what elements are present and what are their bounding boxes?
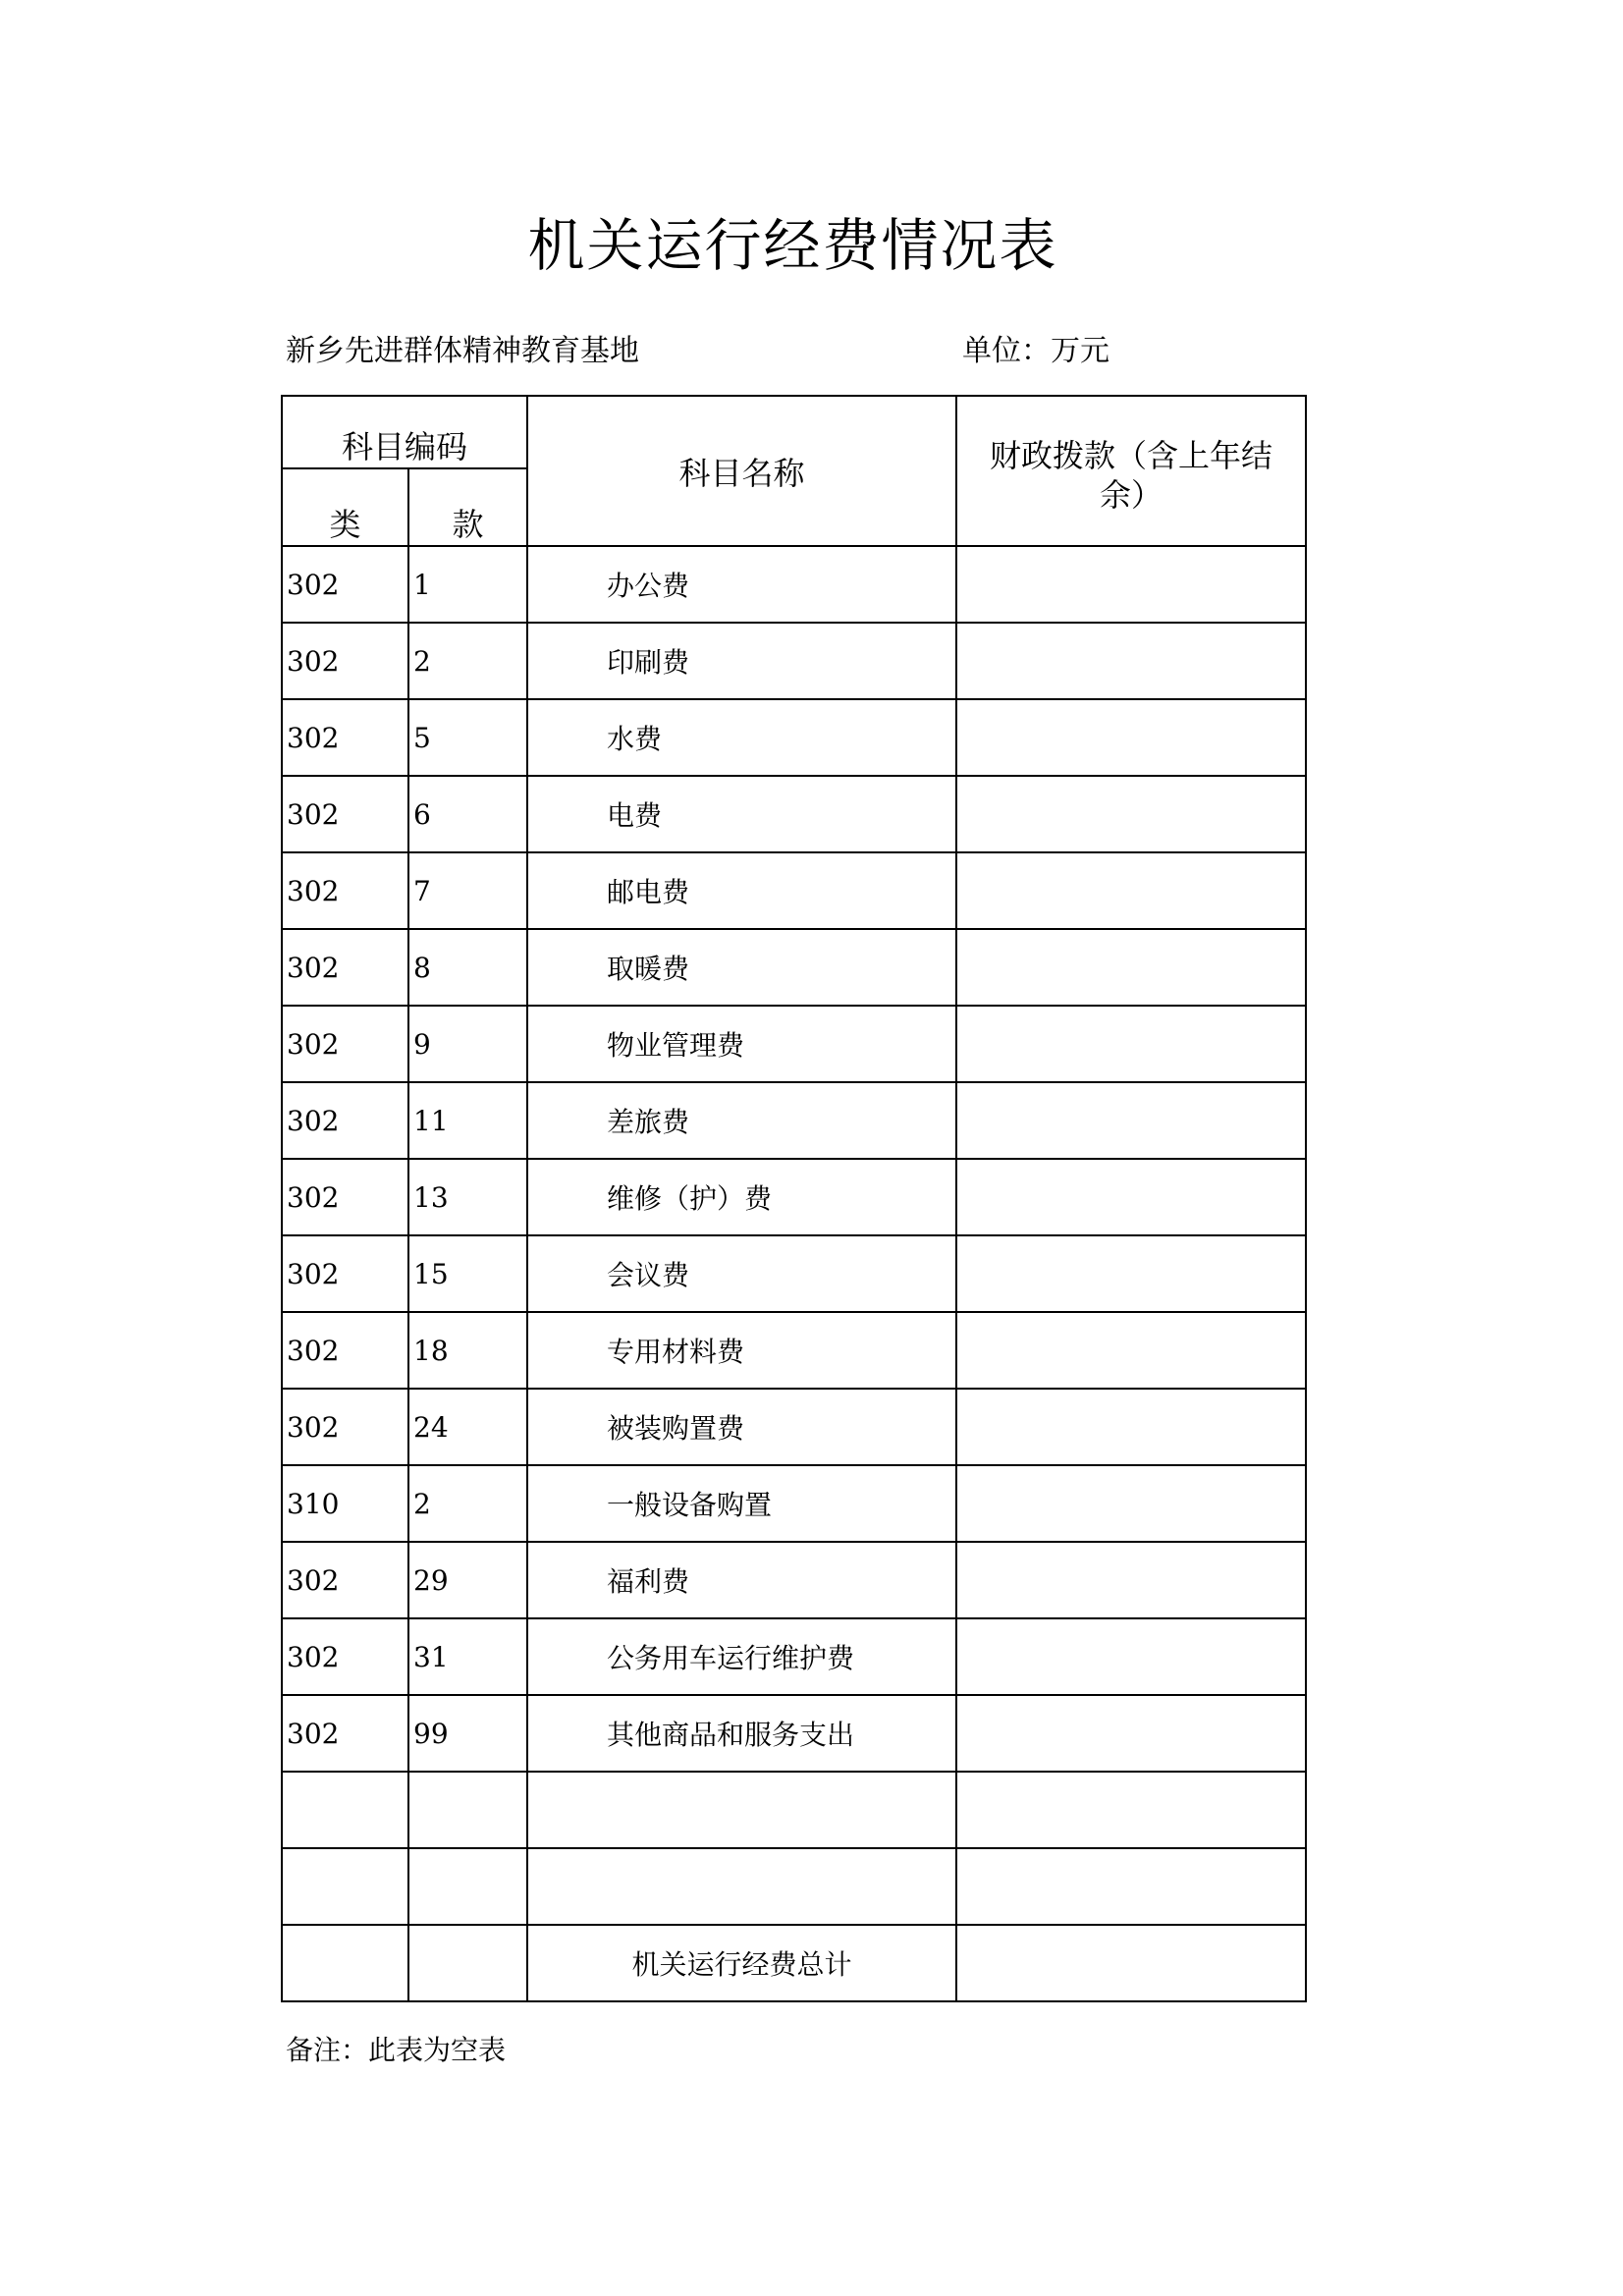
cell-subject-name: 其他商品和服务支出: [527, 1695, 956, 1772]
cell-kuan: 18: [408, 1312, 527, 1389]
cell-subject-name: 公务用车运行维护费: [527, 1618, 956, 1695]
cell-lei: 302: [282, 929, 408, 1006]
cell-subject-name: 办公费: [527, 546, 956, 623]
cell-kuan: 99: [408, 1695, 527, 1772]
total-row: [282, 1925, 1306, 2001]
cell-lei: 302: [282, 1695, 408, 1772]
cell-finance-value: [956, 1465, 1306, 1542]
cell-kuan: 11: [408, 1082, 527, 1159]
table-row: [282, 1848, 1306, 1925]
cell-subject-name: 会议费: [527, 1235, 956, 1312]
cell-finance-value: [956, 929, 1306, 1006]
cell-finance-value: [956, 1159, 1306, 1235]
table-row: [282, 776, 1306, 852]
cell-finance-value: [956, 1542, 1306, 1618]
cell-kuan: 24: [408, 1389, 527, 1465]
table-row: [282, 1006, 1306, 1082]
cell-finance-value: [956, 852, 1306, 929]
expense-table: [281, 395, 1307, 2002]
cell-lei: 302: [282, 1389, 408, 1465]
cell-subject-name: 印刷费: [527, 623, 956, 699]
cell-finance-value: [956, 1389, 1306, 1465]
cell-finance-value: [956, 776, 1306, 852]
table-row: [282, 699, 1306, 776]
cell-finance-value: [956, 546, 1306, 623]
table-row: [282, 546, 1306, 623]
table-row: [282, 1465, 1306, 1542]
cell-subject-name: 专用材料费: [527, 1312, 956, 1389]
cell-finance-value: [956, 1082, 1306, 1159]
cell-lei: [282, 1848, 408, 1925]
cell-lei: 310: [282, 1465, 408, 1542]
cell-finance-value: [956, 699, 1306, 776]
cell-subject-name: 物业管理费: [527, 1006, 956, 1082]
table-row: [282, 1695, 1306, 1772]
table-row: [282, 623, 1306, 699]
cell-subject-name: 一般设备购置: [527, 1465, 956, 1542]
cell-kuan: 8: [408, 929, 527, 1006]
table-row: [282, 1159, 1306, 1235]
cell-lei: 302: [282, 1312, 408, 1389]
table-row: [282, 1389, 1306, 1465]
cell-kuan: 2: [408, 1465, 527, 1542]
header-subject-code: 科目编码: [282, 396, 527, 468]
cell-finance-value: [956, 1006, 1306, 1082]
table-row: [282, 852, 1306, 929]
cell-subject-name: 电费: [527, 776, 956, 852]
cell-subject-name: 取暖费: [527, 929, 956, 1006]
cell-kuan: 31: [408, 1618, 527, 1695]
cell-kuan: 13: [408, 1159, 527, 1235]
cell-lei: 302: [282, 1006, 408, 1082]
header-kuan: 款: [408, 468, 527, 546]
table-row: [282, 1618, 1306, 1695]
table-row: [282, 929, 1306, 1006]
footnote: 备注：此表为空表: [286, 2034, 507, 2066]
header-subject-name: 科目名称: [527, 396, 956, 546]
cell-subject-name: 被装购置费: [527, 1389, 956, 1465]
header-finance-allocation: 财政拨款（含上年结余）: [956, 396, 1306, 546]
cell-kuan: 5: [408, 699, 527, 776]
cell-finance-value: [956, 1772, 1306, 1848]
cell-lei: 302: [282, 1082, 408, 1159]
table-row: [282, 1542, 1306, 1618]
cell-kuan: 1: [408, 546, 527, 623]
cell-finance-value: [956, 1695, 1306, 1772]
cell-lei: 302: [282, 623, 408, 699]
cell-kuan: 29: [408, 1542, 527, 1618]
organization-name: 新乡先进群体精神教育基地: [286, 334, 639, 368]
cell-kuan: 15: [408, 1235, 527, 1312]
cell-subject-name: [527, 1772, 956, 1848]
cell-lei: 302: [282, 1618, 408, 1695]
table-row: [282, 1235, 1306, 1312]
cell-lei: 302: [282, 1159, 408, 1235]
cell-lei: 302: [282, 699, 408, 776]
total-kuan-empty: [408, 1925, 527, 2001]
cell-kuan: [408, 1772, 527, 1848]
cell-lei: 302: [282, 546, 408, 623]
cell-subject-name: 维修（护）费: [527, 1159, 956, 1235]
unit-label: 单位：万元: [962, 334, 1109, 368]
total-lei-empty: [282, 1925, 408, 2001]
cell-lei: [282, 1772, 408, 1848]
page-title: 机关运行经费情况表: [527, 212, 1058, 279]
cell-subject-name: [527, 1848, 956, 1925]
cell-finance-value: [956, 1312, 1306, 1389]
cell-lei: 302: [282, 776, 408, 852]
cell-finance-value: [956, 1235, 1306, 1312]
cell-finance-value: [956, 623, 1306, 699]
cell-subject-name: 差旅费: [527, 1082, 956, 1159]
cell-kuan: 6: [408, 776, 527, 852]
header-lei: 类: [282, 468, 408, 546]
cell-kuan: 2: [408, 623, 527, 699]
table-row: [282, 1772, 1306, 1848]
cell-finance-value: [956, 1618, 1306, 1695]
cell-lei: 302: [282, 1542, 408, 1618]
total-value: [956, 1925, 1306, 2001]
cell-kuan: 9: [408, 1006, 527, 1082]
cell-lei: 302: [282, 852, 408, 929]
cell-subject-name: 水费: [527, 699, 956, 776]
table-row: [282, 1082, 1306, 1159]
table-row: [282, 1312, 1306, 1389]
cell-finance-value: [956, 1848, 1306, 1925]
cell-kuan: 7: [408, 852, 527, 929]
cell-subject-name: 福利费: [527, 1542, 956, 1618]
table-header-row: [282, 396, 1306, 468]
total-label: 机关运行经费总计: [527, 1925, 956, 2001]
cell-lei: 302: [282, 1235, 408, 1312]
cell-subject-name: 邮电费: [527, 852, 956, 929]
cell-kuan: [408, 1848, 527, 1925]
